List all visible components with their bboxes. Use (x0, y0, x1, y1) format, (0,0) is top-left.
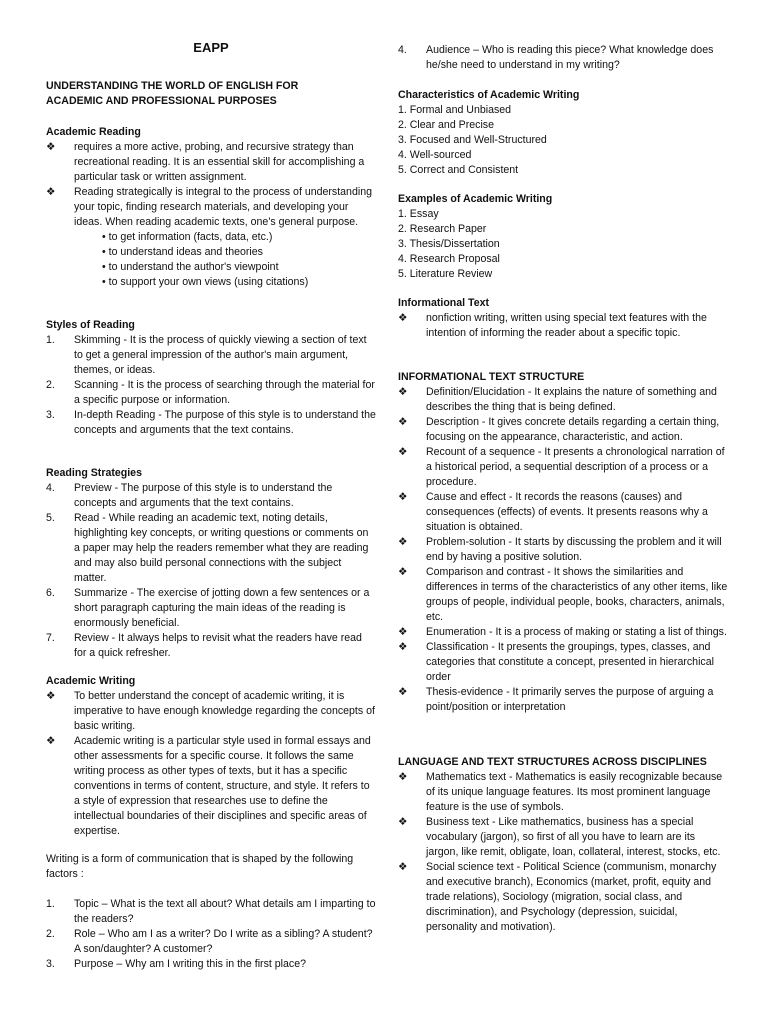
list-item: ❖ Reading strategically is integral to the process of understanding your topic, finding research materials, and developing your ideas. When reading academic texts, one's general purpose. (46, 186, 372, 228)
section-heading: LANGUAGE AND TEXT STRUCTURES ACROSS DISCIPLINES (398, 756, 707, 768)
numbered-item: 1. Topic – What is the text all about? What details am I imparting to the readers? (46, 898, 376, 925)
diamond-bullet-icon: ❖ (398, 446, 408, 458)
list-item: ❖ To better understand the concept of academic writing, it is imperative to have enough knowledge regarding the concepts of basic writing. (46, 690, 375, 732)
list-item: ❖ Definition/Elucidation - It explains the nature of something and describes the thing that is being defined. (398, 386, 717, 413)
writing-factors-list (46, 897, 376, 972)
sub-list-item: • to get information (facts, data, etc.) (102, 231, 273, 243)
numbered-item: 3. Purpose – Why am I writing this in the first place? (46, 958, 306, 970)
list-item: ❖ Thesis-evidence - It primarily serves the purpose of arguing a point/position or interpretation (398, 686, 714, 713)
section-text-structure (398, 370, 728, 715)
list-item: 2. Research Paper (398, 223, 487, 235)
diamond-bullet-icon: ❖ (398, 641, 408, 653)
list-item: ❖ Recount of a sequence - It presents a chronological narration of a historical period, a sequential description of a process or a procedure. (398, 446, 725, 488)
list-item: ❖ Cause and effect - It records the reasons (causes) and consequences (effects) of events. It presents reasons why a situation is obtained. (398, 491, 708, 533)
diamond-bullet-icon: ❖ (398, 771, 408, 783)
writing-factors-intro: Writing is a form of communication that is shaped by the following factors : (46, 853, 354, 880)
diamond-bullet-icon: ❖ (398, 416, 408, 428)
diamond-bullet-icon: ❖ (398, 491, 408, 503)
section-academic-writing (46, 674, 376, 839)
section-academic-reading (46, 125, 376, 290)
diamond-bullet-icon: ❖ (398, 536, 408, 548)
section-styles-of-reading (46, 318, 376, 438)
list-item: 3. Thesis/Dissertation (398, 238, 500, 250)
section-examples (398, 192, 728, 282)
diamond-bullet-icon: ❖ (398, 626, 408, 638)
numbered-item: 3. In-depth Reading - The purpose of this style is to understand the concepts and arguments that the text contains. (46, 409, 376, 436)
diamond-bullet-icon: ❖ (46, 690, 56, 702)
diamond-bullet-icon: ❖ (398, 386, 408, 398)
list-item: ❖ Classification - It presents the groupings, types, classes, and categories that constitute a concept, presented in hierarchical order (398, 641, 714, 683)
numbered-item: 4. Preview - The purpose of this style is to understand the concepts and arguments that the text contains. (46, 482, 333, 509)
main-heading: UNDERSTANDING THE WORLD OF ENGLISH FOR ACADEMIC AND PROFESSIONAL PURPOSES (46, 80, 299, 107)
list-item: ❖ Academic writing is a particular style used in formal essays and other assessments for a specific course. It follows the same writing process as other types of texts, but it has a specific conventions in terms of content, structure, and style. It refers to a style of expression that researches use to define the intellectual boundaries of their disciplines and specific areas of expertise. (46, 735, 371, 837)
list-item: 5. Correct and Consistent (398, 164, 519, 176)
list-item: 1. Essay (398, 208, 439, 220)
diamond-bullet-icon: ❖ (398, 686, 408, 698)
list-item: ❖ Description - It gives concrete details regarding a certain thing, focusing on the appearance, characteristic, and action. (398, 416, 720, 443)
list-item: 5. Literature Review (398, 268, 493, 280)
numbered-item: 5. Read - While reading an academic text, noting details, highlighting key concepts, or writing questions or comments on a paper may help the readers remember what they are reading and may also build personal connections with the subject matter. (46, 512, 369, 584)
section-heading: Characteristics of Academic Writing (398, 89, 580, 101)
list-item: 4. Research Proposal (398, 253, 500, 265)
sub-list-item: • to understand ideas and theories (102, 246, 263, 258)
diamond-bullet-icon: ❖ (398, 312, 408, 324)
section-heading: Reading Strategies (46, 467, 142, 479)
list-item: 3. Focused and Well-Structured (398, 134, 547, 146)
section-informational-text (398, 296, 728, 341)
document-title: EAPP (193, 40, 229, 55)
section-heading: Examples of Academic Writing (398, 193, 553, 205)
list-item: ❖ Enumeration - It is a process of making or stating a list of things. (398, 626, 727, 638)
numbered-item: 2. Role – Who am I as a writer? Do I write as a sibling? A student? A son/daughter? A customer? (46, 928, 373, 955)
section-heading: Academic Writing (46, 675, 136, 687)
diamond-bullet-icon: ❖ (46, 735, 56, 747)
numbered-item: 1. Skimming - It is the process of quickly viewing a section of text to get a general impression of the author's main argument, themes, or ideas. (46, 334, 367, 376)
numbered-item: 2. Scanning - It is the process of searching through the material for a specific purpose or information. (46, 379, 375, 406)
diamond-bullet-icon: ❖ (398, 861, 408, 873)
writing-factors-continued (398, 43, 728, 73)
sub-list-item: • to support your own views (using citations) (102, 276, 309, 288)
section-heading: Styles of Reading (46, 319, 135, 331)
numbered-item: 4. Audience – Who is reading this piece? What knowledge does he/she need to understand in my writing? (398, 44, 714, 71)
diamond-bullet-icon: ❖ (46, 141, 56, 153)
list-item: 4. Well-sourced (398, 149, 472, 161)
section-heading: Academic Reading (46, 126, 141, 138)
section-disciplines (398, 755, 728, 935)
section-heading: INFORMATIONAL TEXT STRUCTURE (398, 371, 585, 383)
numbered-item: 6. Summarize - The exercise of jotting down a few sentences or a short paragraph capturing the main ideas of the reading is enormously beneficial. (46, 587, 370, 629)
numbered-item: 7. Review - It always helps to revisit what the readers have read for a quick refresher. (46, 632, 362, 659)
section-characteristics (398, 88, 728, 178)
diamond-bullet-icon: ❖ (398, 566, 408, 578)
list-item: ❖ Social science text - Political Science (communism, monarchy and executive branch), Economics (market, profit, equity and trade relations), Sociology (migration, social class, and discrimination), and Psychology (depression, suicidal, personality and motivation). (398, 861, 717, 933)
list-item: ❖ nonfiction writing, written using special text features with the intention of informing the reader about a specific topic. (398, 312, 707, 339)
sub-list-item: • to understand the author's viewpoint (102, 261, 279, 273)
list-item: ❖ Problem-solution - It starts by discussing the problem and it will end by having a positive solution. (398, 536, 722, 563)
list-item: ❖ Business text - Like mathematics, business has a special vocabulary (jargon), so first of all you have to learn are its jargon, like remit, obligate, loan, collateral, interest, stocks, etc. (398, 816, 721, 858)
list-item: ❖ requires a more active, probing, and recursive strategy than recreational reading. It is an essential skill for accomplishing a particular task or written assignment. (46, 141, 365, 183)
diamond-bullet-icon: ❖ (398, 816, 408, 828)
diamond-bullet-icon: ❖ (46, 186, 56, 198)
list-item: ❖ Comparison and contrast - It shows the similarities and differences in terms of the characteristics of any other items, like groups of people, individual people, books, characters, animals, etc. (398, 566, 728, 623)
list-item: 1. Formal and Unbiased (398, 104, 512, 116)
list-item: ❖ Mathematics text - Mathematics is easily recognizable because of its unique language features. Its most prominent language feature is the use of symbols. (398, 771, 723, 813)
list-item: 2. Clear and Precise (398, 119, 494, 131)
section-heading: Informational Text (398, 297, 490, 309)
section-reading-strategies (46, 466, 376, 661)
